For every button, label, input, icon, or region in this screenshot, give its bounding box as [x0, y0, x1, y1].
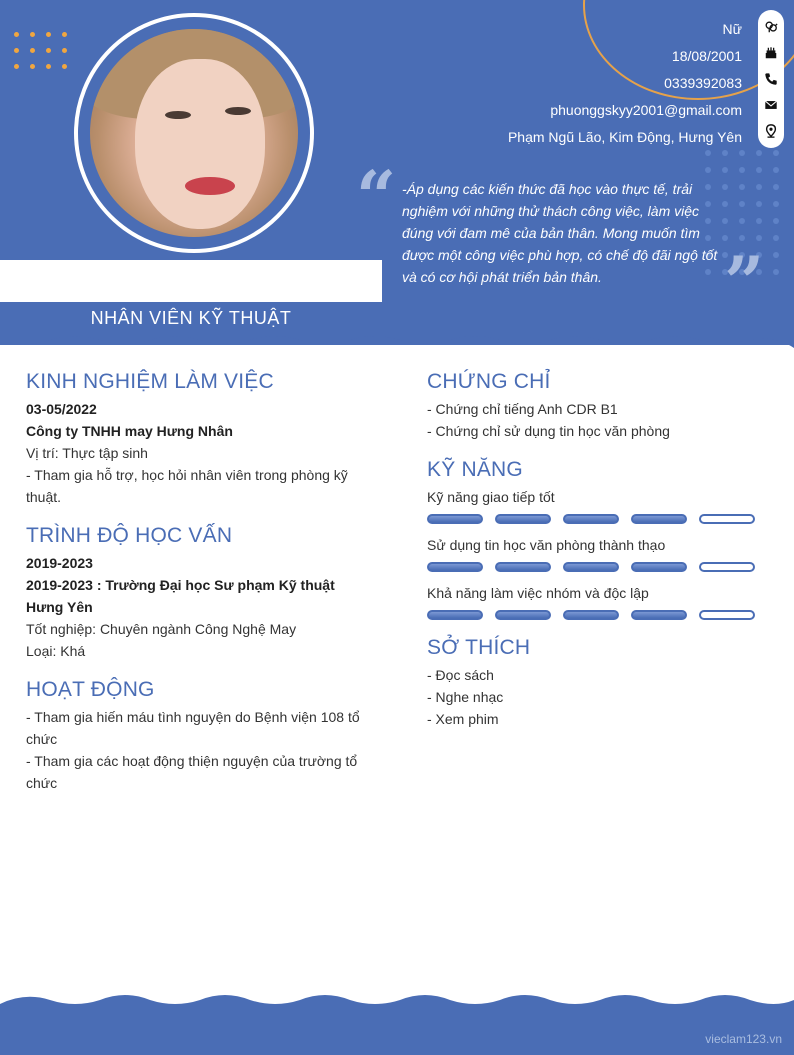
- avatar: [90, 29, 298, 237]
- skill-name: Khả năng làm việc nhóm và độc lập: [427, 585, 649, 601]
- experience-company: Công ty TNHH may Hưng Nhân: [26, 423, 233, 439]
- experience-position: Vị trí: Thực tập sinh: [26, 445, 148, 461]
- cake-icon: [764, 46, 778, 60]
- open-quote-icon: “: [356, 155, 397, 238]
- skill-name: Sử dụng tin học văn phòng thành thạo: [427, 537, 666, 553]
- skills-heading: KỸ NĂNG: [427, 458, 523, 481]
- activities-heading: HOẠT ĐỘNG: [26, 678, 155, 701]
- skill-segment: [427, 610, 483, 620]
- list-item: - Chứng chỉ tiếng Anh CDR B1: [427, 401, 618, 417]
- skill-name: Kỹ năng giao tiếp tốt: [427, 489, 555, 505]
- list-item: - Đọc sách: [427, 667, 494, 683]
- education-period: 2019-2023: [26, 555, 93, 571]
- skill-item: [427, 582, 767, 620]
- address-text: Phạm Ngũ Lão, Kim Động, Hưng Yên: [507, 129, 742, 145]
- phone-icon: [764, 72, 778, 86]
- list-item: - Xem phim: [427, 711, 499, 727]
- list-item: - Nghe nhạc: [427, 689, 504, 705]
- career-objective: -Áp dụng các kiến thức đã học vào thực tế, trải nghiệm với những thử thách công việc, làm việc đúng với đam mê của bản thân. Mong muốn tìm được một công việc phù hợp, có chế độ đãi ngộ tốt và có cơ hội phát triển bản thân.: [402, 181, 718, 285]
- skills-section: [427, 458, 767, 620]
- education-major: Tốt nghiệp: Chuyên ngành Công Nghệ May: [26, 621, 297, 637]
- skill-segment: [631, 562, 687, 572]
- skill-segment: [563, 514, 619, 524]
- education-grade: Loại: Khá: [26, 643, 86, 659]
- gender-icon: [764, 20, 778, 34]
- birthday-text: 18/08/2001: [671, 48, 742, 64]
- skill-segment: [699, 610, 755, 620]
- certificates-heading: CHỨNG CHỈ: [427, 370, 551, 393]
- experience-description: - Tham gia hỗ trợ, học hỏi nhân viên trong phòng kỹ thuật.: [26, 467, 348, 505]
- list-item: - Chứng chỉ sử dụng tin học văn phòng: [427, 423, 670, 439]
- skill-item: [427, 486, 767, 524]
- experience-section: [26, 370, 372, 508]
- left-column: [26, 370, 372, 810]
- skill-segment: [427, 514, 483, 524]
- orange-dot-pattern: [14, 32, 74, 76]
- location-icon: [764, 124, 778, 138]
- hobbies-section: [427, 636, 767, 730]
- job-title: NHÂN VIÊN KỸ THUẬT: [90, 308, 292, 328]
- gender-text: Nữ: [722, 21, 742, 37]
- skill-segment: [699, 514, 755, 524]
- hobbies-heading: SỞ THÍCH: [427, 636, 531, 659]
- experience-date: 03-05/2022: [26, 401, 97, 417]
- top-wave-divider: [0, 330, 794, 360]
- right-column: [427, 370, 767, 746]
- contact-info: [508, 16, 742, 151]
- education-heading: TRÌNH ĐỘ HỌC VẤN: [26, 524, 233, 547]
- skill-item: [427, 534, 767, 572]
- skill-segment: [427, 562, 483, 572]
- certificates-section: [427, 370, 767, 442]
- title-tab: [0, 260, 382, 302]
- avatar-frame: [74, 13, 314, 253]
- education-school: 2019-2023 : Trường Đại học Sư phạm Kỹ thuật Hưng Yên: [26, 577, 335, 615]
- activities-section: [26, 678, 372, 794]
- close-quote-icon: ”: [724, 241, 765, 324]
- watermark: vieclam123.vn: [705, 1032, 782, 1046]
- experience-heading: KINH NGHIỆM LÀM VIỆC: [26, 370, 274, 393]
- skill-segment: [563, 562, 619, 572]
- skill-segment: [631, 610, 687, 620]
- list-item: - Tham gia các hoạt động thiện nguyện của trường tổ chức: [26, 753, 358, 791]
- skill-segment: [495, 514, 551, 524]
- contact-icon-bar: [758, 10, 784, 148]
- skill-segment: [495, 562, 551, 572]
- email-text: phuonggskyy2001@gmail.com: [550, 102, 742, 118]
- phone-text: 0339392083: [664, 75, 742, 91]
- skill-segment: [631, 514, 687, 524]
- skill-rating: [427, 514, 767, 524]
- list-item: - Tham gia hiến máu tình nguyện do Bệnh viện 108 tổ chức: [26, 709, 360, 747]
- mail-icon: [764, 98, 778, 112]
- skill-segment: [495, 610, 551, 620]
- bottom-wave-footer: [0, 984, 794, 1055]
- skill-rating: [427, 562, 767, 572]
- education-section: [26, 524, 372, 662]
- skill-rating: [427, 610, 767, 620]
- skill-segment: [563, 610, 619, 620]
- skill-segment: [699, 562, 755, 572]
